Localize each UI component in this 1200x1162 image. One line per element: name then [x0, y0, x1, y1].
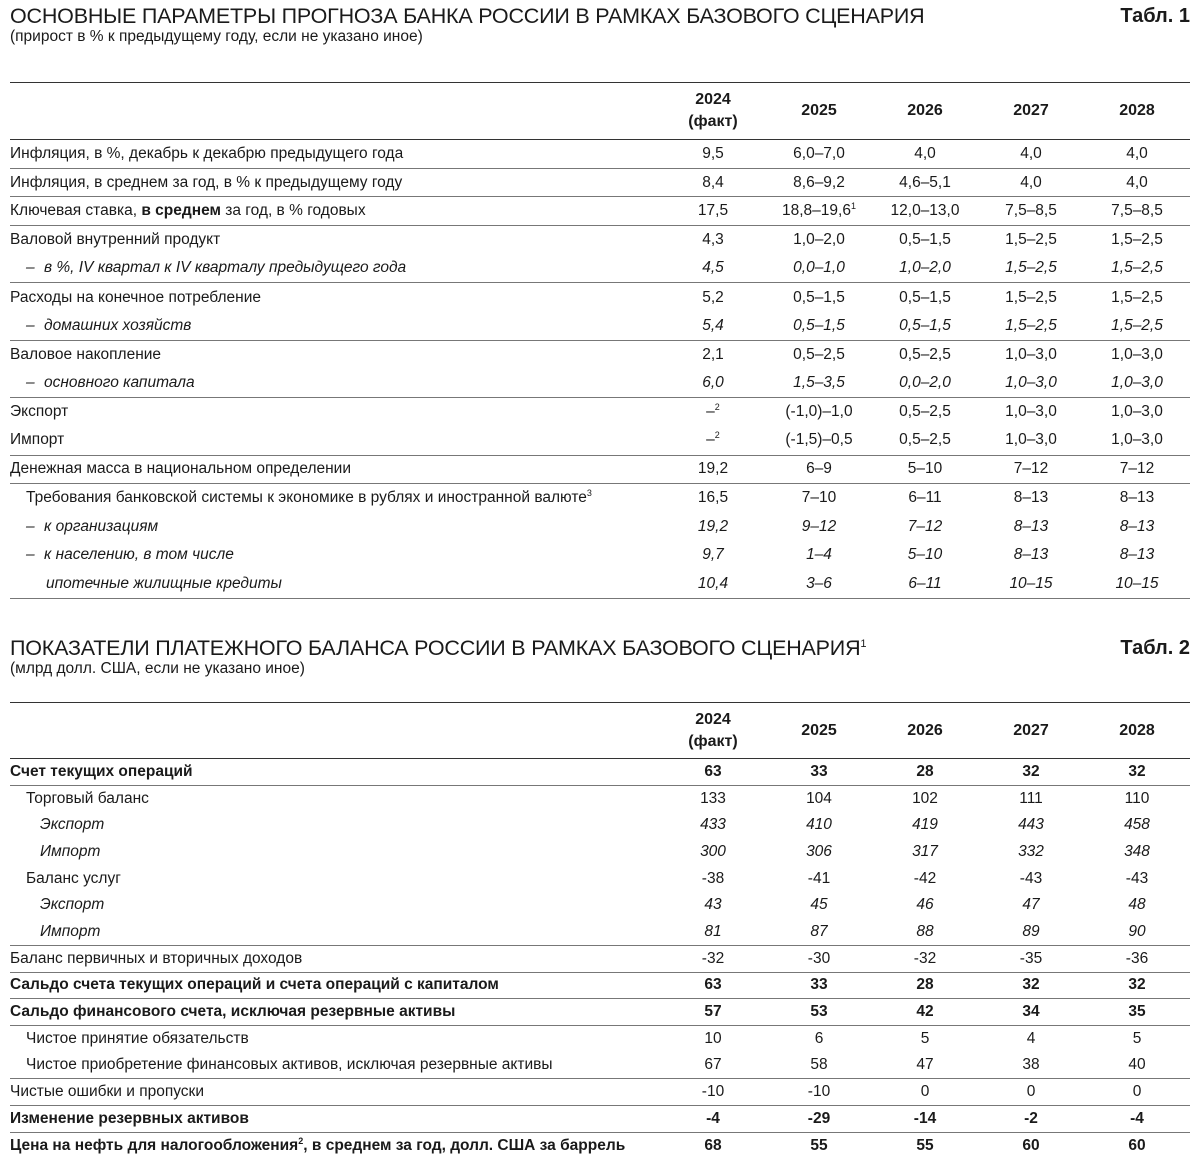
- cell-2028: 40: [1128, 1056, 1146, 1074]
- header-2024: 2024 (факт): [688, 91, 738, 130]
- cell-2025: 1,5–3,5: [793, 374, 845, 392]
- cell-2026: 5: [920, 1029, 930, 1047]
- cell-2026: 0,5–2,5: [899, 403, 951, 421]
- cell-2024: –$^2$: [706, 430, 720, 449]
- cell-2028: 7–12: [1119, 460, 1155, 478]
- cell-2024: 16,5: [697, 489, 729, 507]
- cell-2026: 7–12: [907, 517, 943, 535]
- row-label: Баланс услуг: [26, 869, 121, 887]
- cell-2026: 4,6–5,1: [899, 173, 951, 191]
- cell-2027: 47: [1022, 896, 1040, 914]
- cell-2025: 6,0–7,0: [793, 144, 845, 162]
- cell-2024: 6,0: [702, 374, 724, 392]
- cell-2026: 0: [920, 1083, 930, 1101]
- table-row: [10, 226, 1190, 255]
- row-label: Инфляция, в среднем за год, в % к предыдущему году: [10, 173, 403, 191]
- table-row: [10, 426, 1190, 455]
- row-label: Изменение резервных активов: [10, 1109, 249, 1127]
- footnote-ref: 2: [714, 430, 720, 441]
- table1-header: [10, 4, 1190, 28]
- cell-2028: 7,5–8,5: [1111, 202, 1163, 220]
- cell-2024: -4: [706, 1109, 720, 1127]
- table2-label: Табл. 2: [1120, 637, 1190, 659]
- table-row: [10, 1052, 1190, 1079]
- table-row: [10, 197, 1190, 226]
- cell-2025: -30: [807, 949, 831, 967]
- cell-2027: 8–13: [1013, 517, 1049, 535]
- cell-2028: 348: [1124, 842, 1150, 860]
- cell-2024: 133: [700, 789, 726, 807]
- cell-2024: 81: [704, 922, 722, 940]
- cell-2025: 45: [810, 896, 828, 914]
- row-label: Валовой внутренний продукт: [10, 231, 221, 249]
- table-row: [10, 398, 1190, 427]
- footnote-ref: 2: [298, 1135, 304, 1146]
- cell-2028: 90: [1128, 922, 1146, 940]
- table-row: [10, 945, 1190, 972]
- cell-2028: -4: [1130, 1109, 1144, 1127]
- cell-2028: 1,5–2,5: [1111, 259, 1163, 277]
- header-indicator: [10, 703, 660, 759]
- cell-2028: 1,0–3,0: [1111, 374, 1163, 392]
- cell-2028: 8–13: [1119, 546, 1155, 564]
- cell-2025: -41: [807, 869, 831, 887]
- cell-2028: 48: [1128, 896, 1146, 914]
- cell-2026: 5–10: [907, 460, 943, 478]
- table-row: [10, 892, 1190, 919]
- cell-2027: 7–12: [1013, 460, 1049, 478]
- cell-2026: 1,0–2,0: [899, 259, 951, 277]
- row-label: Ключевая ставка, в среднем за год, в % годовых: [10, 202, 366, 220]
- cell-2026: 317: [912, 842, 938, 860]
- row-label: Экспорт: [40, 816, 105, 834]
- cell-2028: 32: [1128, 762, 1146, 780]
- cell-2024: 43: [704, 896, 722, 914]
- table-row: [10, 283, 1190, 312]
- cell-2024: 4,3: [702, 231, 724, 249]
- cell-2025: 0,5–1,5: [793, 288, 845, 306]
- cell-2025: 0,5–1,5: [793, 316, 845, 334]
- header-2025: 2025: [801, 721, 837, 739]
- table1-section: [10, 4, 1190, 599]
- cell-2025: 33: [810, 762, 828, 780]
- cell-2026: 419: [912, 816, 938, 834]
- row-label: – в %, IV квартал к IV кварталу предыдущего года: [26, 259, 407, 277]
- table-row: [10, 312, 1190, 341]
- cell-2028: 1,5–2,5: [1111, 316, 1163, 334]
- cell-2027: 0: [1026, 1083, 1036, 1101]
- cell-2028: 10–15: [1115, 574, 1159, 592]
- row-label: Цена на нефть для налогообложения$^2$, в среднем за год, долл. США за баррель: [10, 1135, 626, 1154]
- cell-2026: 28: [916, 762, 934, 780]
- cell-2027: 1,5–2,5: [1005, 259, 1057, 277]
- row-label: – к населению, в том числе: [26, 546, 234, 564]
- table-row: [10, 785, 1190, 812]
- cell-2024: 2,1: [702, 345, 724, 363]
- table-header-row: [10, 703, 1190, 759]
- header-2027: 2027: [1013, 102, 1049, 119]
- cell-2028: 8–13: [1119, 489, 1155, 507]
- cell-2025: 33: [810, 976, 828, 994]
- cell-2024: -32: [701, 949, 725, 967]
- cell-2027: 4,0: [1020, 144, 1042, 162]
- table-row: [10, 839, 1190, 866]
- cell-2024: 57: [704, 1003, 722, 1021]
- cell-2025: 87: [810, 922, 828, 940]
- cell-2024: -10: [701, 1083, 725, 1101]
- table-row: [10, 369, 1190, 398]
- cell-2028: 110: [1124, 789, 1150, 807]
- cell-2027: 10–15: [1009, 574, 1053, 592]
- footnote-ref: 1: [850, 201, 856, 212]
- table1-label: Табл. 1: [1120, 5, 1190, 27]
- header-2026: 2026: [907, 102, 943, 119]
- cell-2027: 8–13: [1013, 489, 1049, 507]
- cell-2027: 1,0–3,0: [1005, 345, 1057, 363]
- cell-2024: –$^2$: [706, 402, 720, 421]
- cell-2025: 3–6: [806, 574, 832, 592]
- table-row: [10, 1132, 1190, 1159]
- cell-2027: 8–13: [1013, 546, 1049, 564]
- cell-2027: 1,0–3,0: [1005, 431, 1057, 449]
- cell-2027: 1,5–2,5: [1005, 288, 1057, 306]
- cell-2027: -35: [1019, 949, 1043, 967]
- cell-2027: -43: [1019, 869, 1043, 887]
- row-label: Торговый баланс: [26, 789, 149, 807]
- row-label: Сальдо счета текущих операций и счета операций с капиталом: [10, 976, 499, 994]
- table-row: [10, 484, 1190, 513]
- header-2025: 2025: [801, 102, 837, 119]
- table-row: [10, 1025, 1190, 1052]
- table-row: [10, 570, 1190, 599]
- cell-2025: 306: [806, 842, 832, 860]
- header-2024: 2024 (факт): [688, 710, 738, 750]
- cell-2027: 111: [1019, 789, 1043, 807]
- table-row: [10, 1079, 1190, 1106]
- row-label: Инфляция, в %, декабрь к декабрю предыдущего года: [10, 144, 404, 162]
- header-2027: 2027: [1013, 721, 1049, 739]
- cell-2028: -43: [1125, 869, 1149, 887]
- cell-2027: 38: [1022, 1056, 1040, 1074]
- table-row: [10, 1105, 1190, 1132]
- cell-2026: 12,0–13,0: [890, 202, 960, 220]
- table2-section: [10, 636, 1190, 1159]
- cell-2028: 458: [1124, 816, 1150, 834]
- cell-2028: 1,0–3,0: [1111, 403, 1163, 421]
- cell-2026: 42: [916, 1003, 934, 1021]
- cell-2024: 433: [700, 816, 726, 834]
- table2-title: ПОКАЗАТЕЛИ ПЛАТЕЖНОГО БАЛАНСА РОССИИ В РАМКАХ БАЗОВОГО СЦЕНАРИЯ$^1$: [10, 636, 867, 660]
- cell-2025: 0,0–1,0: [793, 259, 845, 277]
- table-row: [10, 759, 1190, 786]
- cell-2027: 1,0–3,0: [1005, 403, 1057, 421]
- row-label: Импорт: [10, 431, 65, 449]
- footnote-ref: 1: [860, 637, 867, 650]
- cell-2024: 5,4: [702, 316, 724, 334]
- cell-2025: 8,6–9,2: [793, 173, 845, 191]
- row-label: Счет текущих операций: [10, 762, 193, 780]
- cell-2026: 0,5–2,5: [899, 431, 951, 449]
- cell-2025: 53: [810, 1003, 828, 1021]
- row-label: Сальдо финансового счета, исключая резервные активы: [10, 1003, 456, 1021]
- cell-2027: 1,5–2,5: [1005, 231, 1057, 249]
- row-label: Требования банковской системы к экономике в рублях и иностранной валюте$^3$: [26, 488, 592, 507]
- cell-2025: 7–10: [801, 489, 837, 507]
- cell-2025: 55: [810, 1136, 828, 1154]
- table-row: [10, 168, 1190, 197]
- cell-2024: 4,5: [702, 259, 724, 277]
- cell-2027: 60: [1022, 1136, 1040, 1154]
- cell-2027: 4: [1026, 1029, 1036, 1047]
- cell-2027: -2: [1024, 1109, 1038, 1127]
- cell-2026: 6–11: [908, 574, 942, 592]
- row-label: ипотечные жилищные кредиты: [46, 574, 282, 592]
- cell-2027: 34: [1022, 1003, 1040, 1021]
- row-label: Баланс первичных и вторичных доходов: [10, 949, 303, 967]
- table-row: [10, 140, 1190, 169]
- cell-2024: 10: [704, 1029, 722, 1047]
- forecast-table: [10, 82, 1190, 599]
- row-label: Денежная масса в национальном определении: [10, 460, 351, 478]
- row-label: Импорт: [40, 922, 101, 940]
- cell-2024: -38: [701, 869, 725, 887]
- table-row: [10, 340, 1190, 369]
- cell-2027: 1,0–3,0: [1005, 374, 1057, 392]
- cell-2027: 1,5–2,5: [1005, 316, 1057, 334]
- table-header-row: [10, 83, 1190, 140]
- cell-2026: 6–11: [908, 489, 942, 507]
- table-row: [10, 254, 1190, 283]
- cell-2027: 4,0: [1020, 173, 1042, 191]
- cell-2028: 1,0–3,0: [1111, 431, 1163, 449]
- cell-2026: 0,5–2,5: [899, 345, 951, 363]
- cell-2027: 443: [1018, 816, 1044, 834]
- row-label: Экспорт: [40, 896, 105, 914]
- cell-2028: 35: [1128, 1003, 1146, 1021]
- cell-2028: 8–13: [1119, 517, 1155, 535]
- cell-2025: -10: [807, 1083, 831, 1101]
- cell-2025: 0,5–2,5: [793, 345, 845, 363]
- cell-2024: 5,2: [702, 288, 724, 306]
- cell-2024: 300: [700, 842, 726, 860]
- cell-2024: 68: [704, 1136, 722, 1154]
- table-row: [10, 541, 1190, 570]
- cell-2028: 4,0: [1126, 173, 1148, 191]
- cell-2024: 19,2: [697, 517, 729, 535]
- cell-2025: 1–4: [806, 546, 832, 564]
- cell-2026: 46: [916, 896, 934, 914]
- header-2028: 2028: [1119, 721, 1155, 739]
- cell-2026: -42: [913, 869, 937, 887]
- cell-2028: 1,0–3,0: [1111, 345, 1163, 363]
- cell-2028: 32: [1128, 976, 1146, 994]
- cell-2027: 32: [1022, 762, 1040, 780]
- cell-2024: 9,5: [702, 144, 724, 162]
- table-row: [10, 455, 1190, 484]
- row-label: Импорт: [40, 842, 101, 860]
- row-label: Экспорт: [10, 403, 69, 421]
- row-label: Чистые ошибки и пропуски: [10, 1083, 204, 1101]
- cell-2025: (-1,5)–0,5: [785, 431, 853, 449]
- cell-2026: 0,5–1,5: [899, 231, 951, 249]
- cell-2026: 0,5–1,5: [899, 316, 951, 334]
- cell-2025: (-1,0)–1,0: [785, 403, 853, 421]
- row-label: Чистое приобретение финансовых активов, исключая резервные активы: [26, 1056, 553, 1074]
- cell-2028: 1,5–2,5: [1111, 231, 1163, 249]
- cell-2026: 28: [916, 976, 934, 994]
- cell-2025: -29: [807, 1109, 831, 1127]
- table1-title: ОСНОВНЫЕ ПАРАМЕТРЫ ПРОГНОЗА БАНКА РОССИИ В РАМКАХ БАЗОВОГО СЦЕНАРИЯ: [10, 4, 925, 28]
- cell-2028: -36: [1125, 949, 1149, 967]
- table2-subtitle: (млрд долл. США, если не указано иное): [10, 660, 305, 677]
- cell-2026: -14: [913, 1109, 937, 1127]
- cell-2024: 67: [704, 1056, 722, 1074]
- cell-2024: 8,4: [702, 173, 724, 191]
- table-row: [10, 919, 1190, 946]
- row-label: Чистое принятие обязательств: [26, 1029, 249, 1047]
- table1-subtitle: (прирост в % к предыдущему году, если не указано иное): [10, 28, 423, 45]
- row-label: Расходы на конечное потребление: [10, 288, 261, 306]
- table-row: [10, 865, 1190, 892]
- footnote-ref: 3: [586, 488, 592, 499]
- cell-2026: 5–10: [907, 546, 943, 564]
- cell-2028: 5: [1132, 1029, 1142, 1047]
- cell-2025: 6–9: [806, 460, 832, 478]
- cell-2024: 10,4: [697, 574, 729, 592]
- row-label: – домашних хозяйств: [26, 316, 192, 334]
- cell-2025: 410: [806, 816, 832, 834]
- cell-2027: 32: [1022, 976, 1040, 994]
- row-label: Валовое накопление: [10, 345, 162, 363]
- cell-2028: 0: [1132, 1083, 1142, 1101]
- cell-2027: 89: [1022, 922, 1040, 940]
- table-row: [10, 512, 1190, 541]
- cell-2025: 9–12: [801, 517, 837, 535]
- cell-2026: 55: [916, 1136, 934, 1154]
- table-row: [10, 972, 1190, 999]
- row-label: – к организациям: [26, 517, 159, 535]
- cell-2028: 1,5–2,5: [1111, 288, 1163, 306]
- cell-2026: 47: [916, 1056, 934, 1074]
- cell-2026: 88: [916, 922, 934, 940]
- cell-2025: 1,0–2,0: [793, 231, 845, 249]
- cell-2026: 102: [912, 789, 938, 807]
- header-2028: 2028: [1119, 102, 1155, 119]
- footnote-ref: 2: [714, 402, 720, 413]
- header-indicator: [10, 83, 660, 140]
- table2-header: [10, 636, 1190, 660]
- cell-2026: 4,0: [914, 144, 936, 162]
- cell-2024: 17,5: [697, 202, 729, 220]
- cell-2026: 0,0–2,0: [899, 374, 951, 392]
- cell-2024: 63: [704, 762, 722, 780]
- cell-2025: 6: [814, 1029, 824, 1047]
- cell-2024: 9,7: [702, 546, 724, 564]
- cell-2026: -32: [913, 949, 937, 967]
- cell-2028: 60: [1128, 1136, 1146, 1154]
- cell-2024: 19,2: [697, 460, 729, 478]
- table-row: [10, 812, 1190, 839]
- header-2026: 2026: [907, 721, 943, 739]
- table-row: [10, 999, 1190, 1026]
- cell-2027: 7,5–8,5: [1005, 202, 1057, 220]
- cell-2025: 18,8–19,6$^1$: [782, 201, 856, 220]
- cell-2027: 332: [1018, 842, 1044, 860]
- cell-2024: 63: [704, 976, 722, 994]
- row-label: – основного капитала: [26, 374, 195, 392]
- cell-2025: 58: [810, 1056, 828, 1074]
- cell-2026: 0,5–1,5: [899, 288, 951, 306]
- cell-2025: 104: [806, 789, 832, 807]
- cell-2028: 4,0: [1126, 144, 1148, 162]
- balance-of-payments-table: [10, 702, 1190, 1159]
